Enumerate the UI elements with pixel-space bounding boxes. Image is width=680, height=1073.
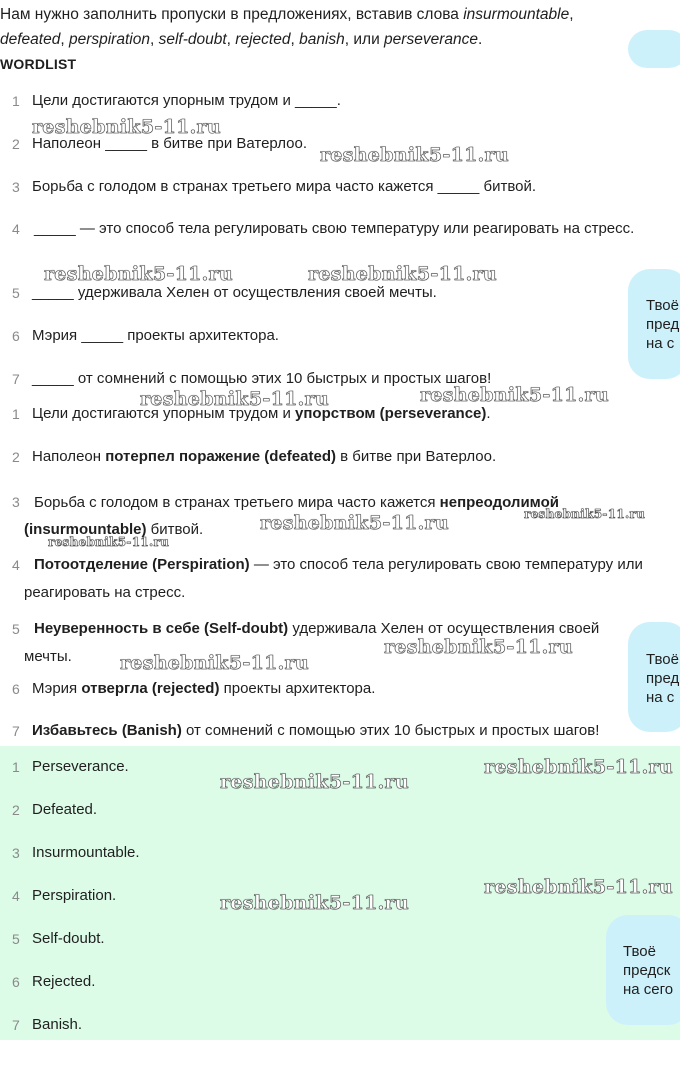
task-item: 4 _____ — это способ тела регулировать свою температуру или реагировать на стресс.	[12, 220, 635, 237]
answer-key-item: 4 Perspiration.	[12, 887, 117, 904]
watermark: reshebnik5-11.ru	[32, 116, 221, 138]
bubble-line: пред	[646, 670, 680, 687]
task-item: 7 _____ от сомнений с помощью этих 10 быстрых и простых шагов!	[12, 370, 492, 387]
chat-bubble-bottom[interactable]	[606, 915, 680, 1025]
watermark: reshebnik5-11.ru	[484, 756, 673, 778]
watermark: reshebnik5-11.ru	[220, 771, 409, 793]
answer-item: 1 Цели достигаются упорным трудом и упорством (perseverance).	[12, 405, 491, 422]
answer-item: 2 Наполеон потерпел поражение (defeated) в битве при Ватерлоо.	[12, 448, 497, 465]
task-instruction: Нам нужно заполнить пропуски в предложениях, вставив слова insurmountable, defeated, perspiration, self-doubt, rejected, banish, или perseverance.	[0, 6, 574, 48]
bubble-line: предск	[623, 962, 671, 979]
answer-key-item: 3 Insurmountable.	[12, 844, 140, 861]
task-item: 6 Мэрия _____ проекты архитектора.	[12, 327, 279, 344]
watermark: reshebnik5-11.ru	[524, 507, 646, 521]
answer-key-item: 5 Self-doubt.	[12, 930, 105, 947]
answer-key-item: 2 Defeated.	[12, 801, 98, 818]
task-item: 1 Цели достигаются упорным трудом и _____.	[12, 92, 341, 109]
watermark: reshebnik5-11.ru	[384, 636, 573, 658]
watermark: reshebnik5-11.ru	[140, 388, 329, 410]
chat-bubble-lower[interactable]	[628, 622, 680, 732]
answer-item: 4 Потоотделение (Perspiration) — это способ тела регулировать свою температуру или реагировать на стресс.	[12, 556, 643, 601]
answer-item: 7 Избавьтесь (Banish) от сомнений с помощью этих 10 быстрых и простых шагов!	[12, 722, 600, 739]
answer-key-item: 6 Rejected.	[12, 973, 96, 990]
watermark: reshebnik5-11.ru	[484, 876, 673, 898]
bubble-line: на сего	[623, 981, 674, 998]
bubble-line: Твоё	[646, 651, 679, 668]
bubble-line: пред	[646, 316, 680, 333]
watermark: reshebnik5-11.ru	[260, 512, 449, 534]
word-perspiration: perspiration	[68, 31, 150, 48]
watermark: reshebnik5-11.ru	[44, 263, 233, 285]
task-item: 5 _____ удерживала Хелен от осуществления своей мечты.	[12, 284, 437, 301]
bubble-line: Твоё	[646, 297, 679, 314]
task-item: 3 Борьба с голодом в странах третьего мира часто кажется _____ битвой.	[12, 178, 537, 195]
chat-bubble-middle[interactable]	[628, 269, 680, 379]
wordlist-heading: WORDLIST	[0, 56, 77, 72]
word-insurmountable: insurmountable	[463, 6, 570, 23]
chat-bubble-top[interactable]	[628, 30, 680, 68]
answer-key-item: 1 Perseverance.	[12, 758, 129, 775]
watermark: reshebnik5-11.ru	[220, 892, 409, 914]
bubble-line: на с	[646, 689, 675, 706]
answer-item: 3 Борьба с голодом в странах третьего мира часто кажется непреодолимой (insurmountable) битвой.	[12, 494, 559, 538]
watermark: reshebnik5-11.ru	[420, 384, 609, 406]
word-banish: banish	[299, 31, 345, 48]
word-perseverance: perseverance	[384, 31, 478, 48]
word-self-doubt: self-doubt	[158, 31, 227, 48]
watermark: reshebnik5-11.ru	[308, 263, 497, 285]
watermark: reshebnik5-11.ru	[48, 535, 170, 549]
bubble-line: Твоё	[623, 943, 656, 960]
answer-item: 6 Мэрия отвергла (rejected) проекты архитектора.	[12, 680, 376, 697]
watermark: reshebnik5-11.ru	[120, 652, 309, 674]
watermark: reshebnik5-11.ru	[320, 144, 509, 166]
answer-key-item: 7 Banish.	[12, 1016, 83, 1033]
word-defeated: defeated	[0, 31, 61, 48]
task-item: 2 Наполеон _____ в битве при Ватерлоо.	[12, 135, 308, 152]
bubble-line: на с	[646, 335, 675, 352]
answer-item: 5 Неуверенность в себе (Self-doubt) удерживала Хелен от осуществления своей мечты.	[12, 620, 600, 665]
word-rejected: rejected	[235, 31, 291, 48]
